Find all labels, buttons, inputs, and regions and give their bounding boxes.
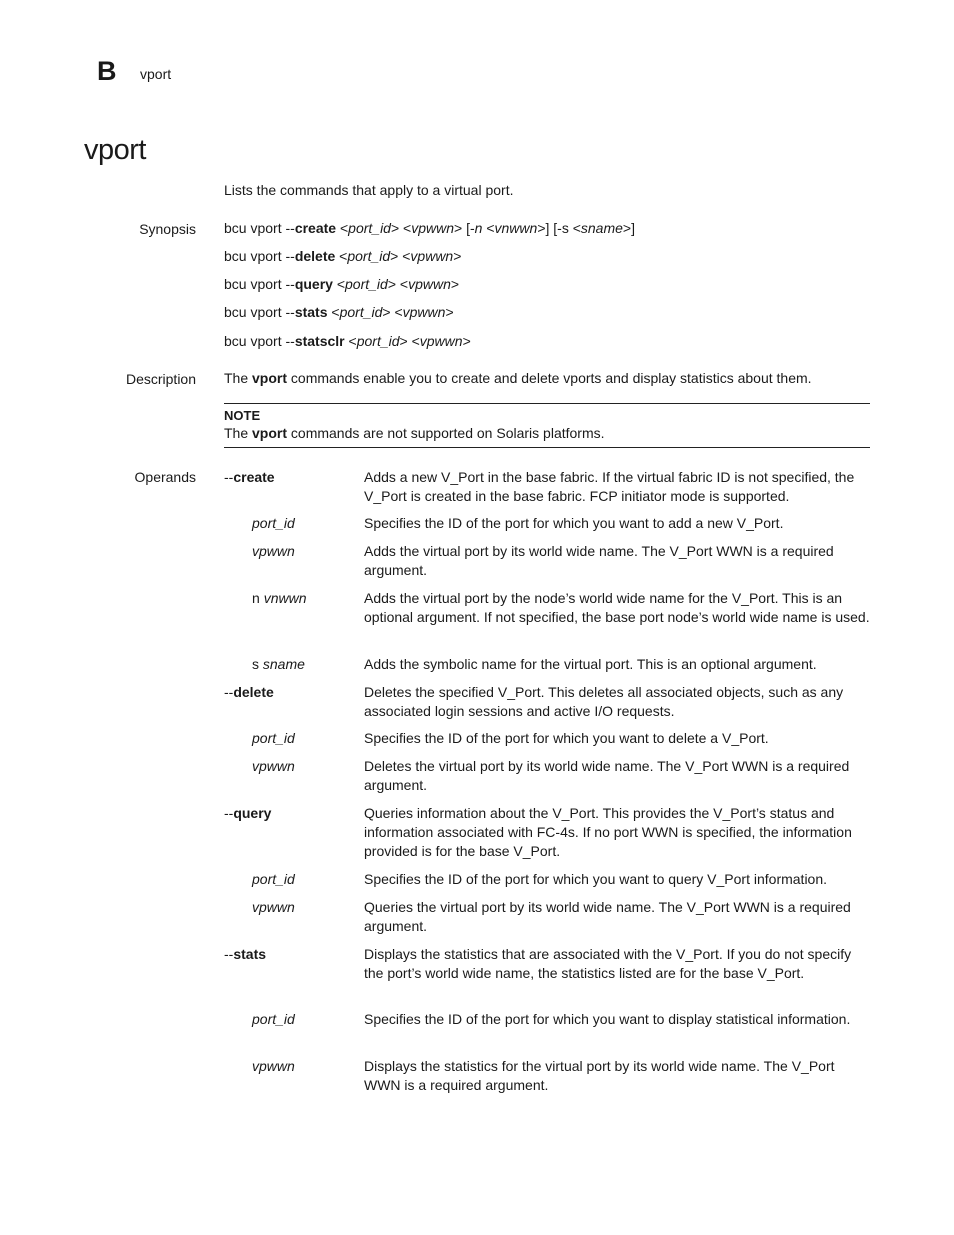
intro-text: Lists the commands that apply to a virtual port. (224, 182, 514, 198)
operand-stats: --stats (224, 946, 267, 962)
operand-delete-vpwwn-desc: Deletes the virtual port by its world wide name. The V_Port WWN is a required argument. (364, 758, 850, 793)
running-header: vport (140, 66, 172, 82)
operand-create-sname-desc: Adds the symbolic name for the virtual port. This is an optional argument. (364, 656, 817, 672)
synopsis-line-statsclr: bcu vport --statsclr <port_id> <vpwwn> (224, 333, 471, 349)
operand-query-port-id: port_id (252, 871, 295, 887)
note-text: The vport commands are not supported on Solaris platforms. (224, 425, 605, 441)
page-title: vport (84, 134, 146, 166)
operand-stats-vpwwn: vpwwn (252, 1058, 295, 1074)
operand-create-vpwwn-desc: Adds the virtual port by its world wide name. The V_Port WWN is a required argument. (364, 543, 834, 578)
synopsis-line-query: bcu vport --query <port_id> <vpwwn> (224, 276, 460, 292)
description-label: Description (125, 371, 196, 387)
operand-query-desc: Queries information about the V_Port. This provides the V_Port’s status and information associated with FC-4s. If no port WWN is specified, the information provided is for the base V_Port. (364, 805, 852, 859)
operand-query-vpwwn-desc: Queries the virtual port by its world wide name. The V_Port WWN is a required argument. (364, 899, 851, 934)
operand-create-desc: Adds a new V_Port in the base fabric. If the virtual fabric ID is not specified, the V_Port is created in the base fabric. FCP initiator mode is supported. (364, 469, 855, 504)
synopsis-line-create: bcu vport --create <port_id> <vpwwn> [-n <vnwwn>] [-s <sname>] (224, 220, 635, 236)
operand-create-vpwwn: vpwwn (252, 543, 295, 559)
operand-query: --query (224, 805, 272, 821)
operand-create-port-id: port_id (252, 515, 295, 531)
operand-query-vpwwn: vpwwn (252, 899, 295, 915)
operand-create-vnwwn-desc: Adds the virtual port by the node’s world wide name for the V_Port. This is an optional argument. If not specified, the base port node’s world wide name is used. (364, 590, 870, 625)
operand-delete: --delete (224, 684, 274, 700)
synopsis-label: Synopsis (139, 221, 196, 237)
operand-delete-port-id-desc: Specifies the ID of the port for which you want to delete a V_Port. (364, 730, 769, 746)
operand-query-port-id-desc: Specifies the ID of the port for which you want to query V_Port information. (364, 871, 828, 887)
note-heading: NOTE (224, 408, 261, 423)
appendix-letter: B (97, 56, 117, 86)
operand-stats-vpwwn-desc: Displays the statistics for the virtual port by its world wide name. The V_Port WWN is a required argument. (364, 1058, 835, 1093)
operand-create-vnwwn: n vnwwn (252, 590, 307, 606)
operands-label: Operands (134, 469, 196, 485)
operand-create-sname: s sname (252, 656, 305, 672)
operand-delete-desc: Deletes the specified V_Port. This deletes all associated objects, such as any associated login sessions and active I/O requests. (364, 684, 844, 719)
operand-create-port-id-desc: Specifies the ID of the port for which you want to add a new V_Port. (364, 515, 784, 531)
operand-create: --create (224, 469, 275, 485)
operand-stats-port-id: port_id (252, 1011, 295, 1027)
note-box (224, 403, 870, 448)
operand-stats-desc: Displays the statistics that are associated with the V_Port. If you do not specify the port’s world wide name, the statistics listed are for the base V_Port. (364, 946, 852, 981)
operand-delete-port-id: port_id (252, 730, 295, 746)
synopsis-line-stats: bcu vport --stats <port_id> <vpwwn> (224, 304, 454, 320)
operand-stats-port-id-desc: Specifies the ID of the port for which you want to display statistical information. (364, 1011, 851, 1027)
synopsis-line-delete: bcu vport --delete <port_id> <vpwwn> (224, 248, 462, 264)
operand-delete-vpwwn: vpwwn (252, 758, 295, 774)
description-text: The vport commands enable you to create and delete vports and display statistics about them. (224, 370, 812, 386)
